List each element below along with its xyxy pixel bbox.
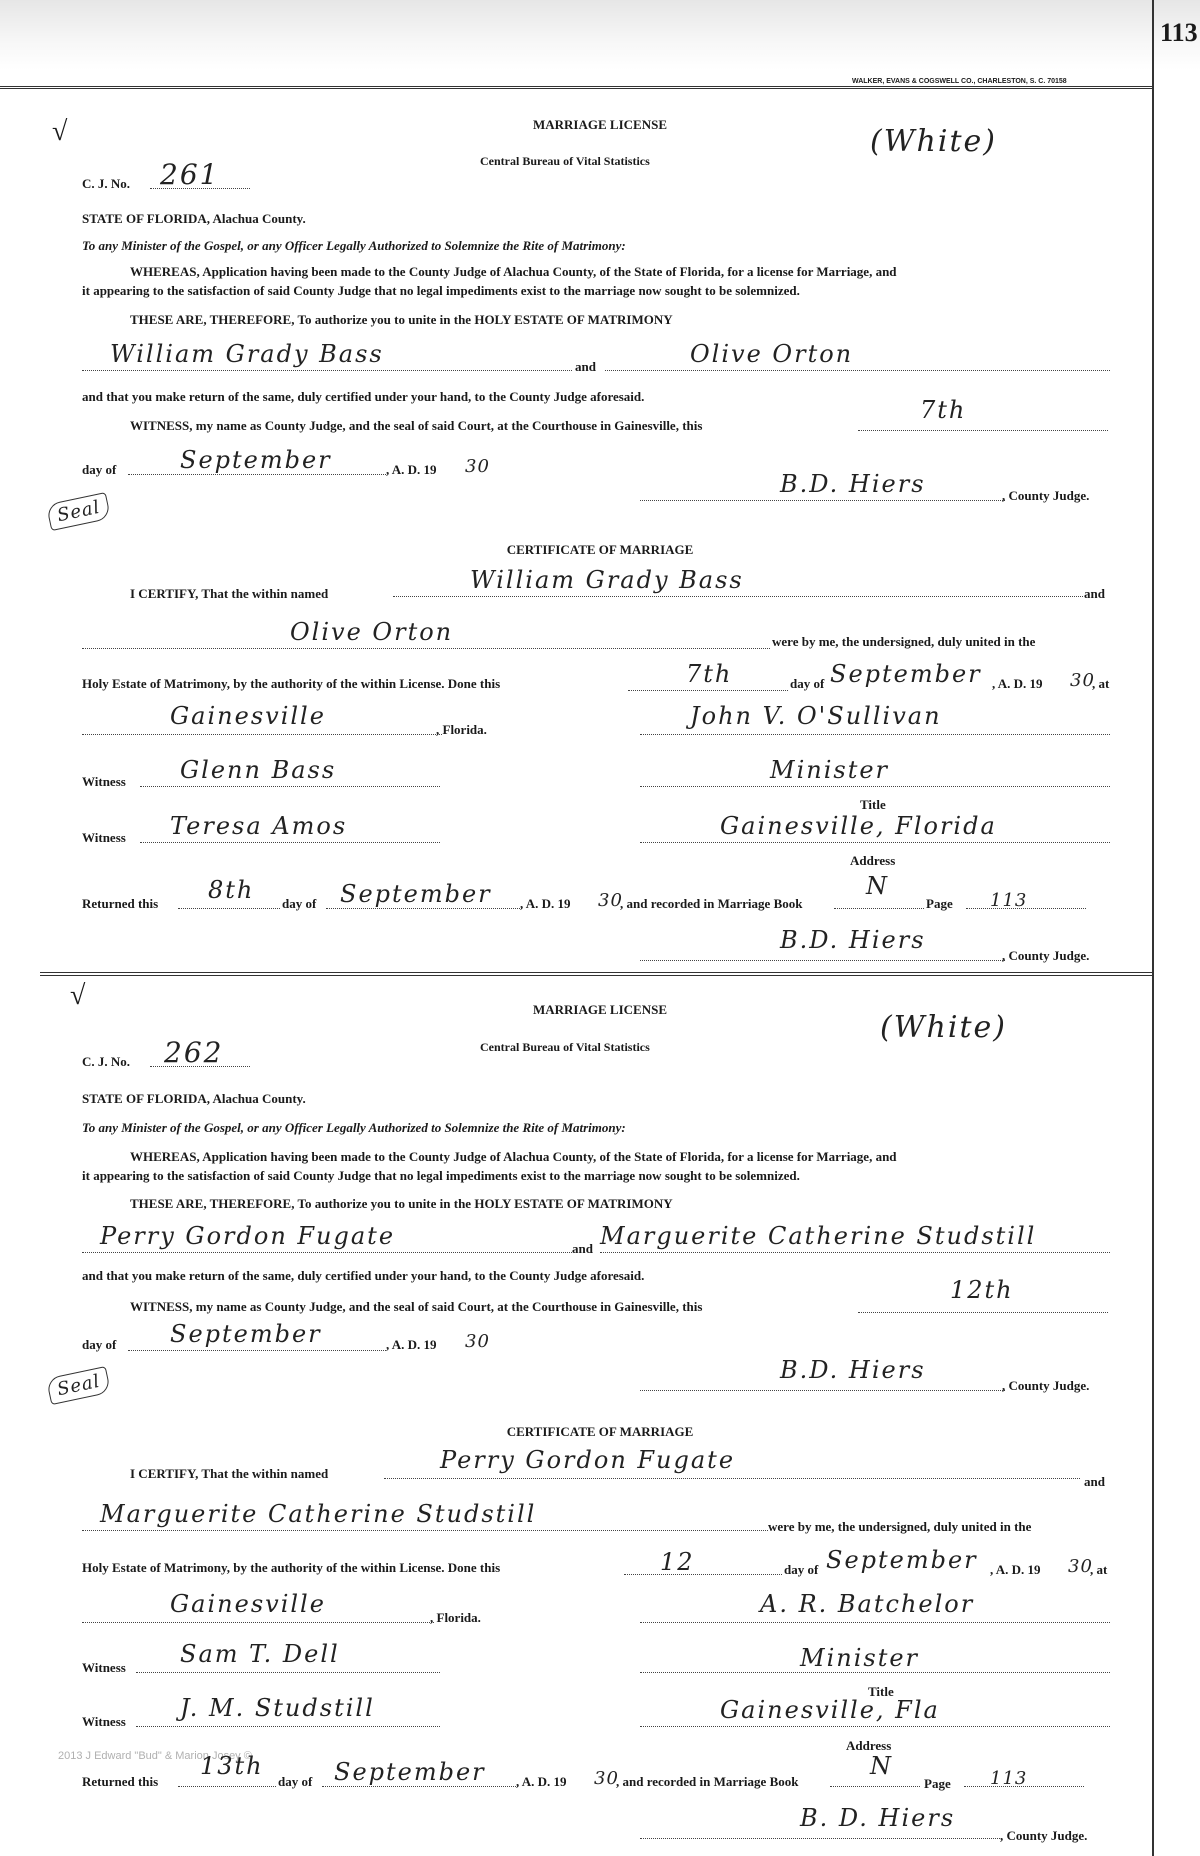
copyright-watermark: 2013 J Edward "Bud" & Marion Josey ©	[58, 1750, 252, 1762]
returned-ad: , A. D. 19	[520, 896, 571, 911]
tick-mark-2: √	[70, 980, 86, 1011]
witness-1-dots-2	[136, 1672, 440, 1673]
officiant-title-2: Minister	[800, 1644, 920, 1672]
returned-year-2: 30	[594, 1768, 619, 1789]
page-dots	[966, 908, 1086, 909]
cj-number: 261	[160, 158, 220, 191]
recorded-label: , and recorded in Marriage Book	[620, 896, 803, 911]
cert-day-dots-2	[624, 1574, 782, 1575]
witness-1-2: Sam T. Dell	[180, 1640, 340, 1668]
these-are-line: THESE ARE, THEREFORE, To authorize you to unite in the HOLY ESTATE OF MATRIMONY	[130, 312, 673, 327]
cj-number-2: 262	[164, 1036, 224, 1069]
seal-mark: Seal	[46, 492, 112, 531]
cert-judge-signature: B.D. Hiers	[780, 926, 926, 954]
license-month: September	[180, 446, 332, 474]
whereas-line-2-2: it appearing to the satisfaction of said County Judge that no legal impediments exist to the marriage now sought to be solemnized.	[82, 1168, 800, 1183]
cert-groom-dots	[393, 596, 1083, 597]
license-year-2: 30	[465, 1331, 490, 1352]
month-dots	[128, 474, 386, 475]
witness-2-dots-2	[136, 1726, 440, 1727]
license-bride: Olive Orton	[690, 340, 854, 368]
returned-label: Returned this	[82, 896, 159, 911]
witness-2-dots	[140, 842, 440, 843]
book-dots-2	[830, 1786, 920, 1787]
cert-month: September	[830, 660, 982, 688]
groom-dots-2	[82, 1252, 572, 1253]
return-line-2: and that you make return of the same, duly certified under your hand, to the County Judge aforesaid.	[82, 1268, 645, 1283]
return-line: and that you make return of the same, duly certified under your hand, to the County Judge aforesaid.	[82, 389, 645, 404]
officiant-title: Minister	[770, 756, 890, 784]
ad-label: , A. D. 19	[386, 462, 437, 477]
license-title: MARRIAGE LICENSE	[533, 117, 667, 132]
returned-day-dots-2	[178, 1786, 276, 1787]
address-label: Address	[850, 853, 896, 868]
license-groom-2: Perry Gordon Fugate	[100, 1222, 396, 1250]
returned-day: 8th	[208, 876, 255, 904]
holy-label: Holy Estate of Matrimony, by the authority of the within License. Done this	[82, 676, 501, 691]
witness-2-label: Witness	[82, 830, 126, 845]
these-are-line-2: THESE ARE, THEREFORE, To authorize you to unite in the HOLY ESTATE OF MATRIMONY	[130, 1196, 673, 1211]
address-label-2: Address	[846, 1738, 892, 1753]
returned-label-2: Returned this	[82, 1774, 159, 1789]
certificate-title-2: CERTIFICATE OF MARRIAGE	[506, 1424, 694, 1439]
certify-label: I CERTIFY, That the within named	[130, 586, 329, 601]
title-dots	[640, 786, 1110, 787]
bride-dots	[605, 370, 1110, 371]
cert-judge-signature-2: B. D. Hiers	[800, 1804, 956, 1832]
returned-year: 30	[598, 890, 623, 911]
cert-day: 7th	[686, 660, 733, 688]
cj-label-2: C. J. No.	[82, 1054, 131, 1069]
cert-judge-dots	[640, 960, 1005, 961]
florida-label-2: , Florida.	[430, 1610, 481, 1625]
cert-at-2: , at	[1090, 1562, 1108, 1577]
cert-ad-2: , A. D. 19	[990, 1562, 1041, 1577]
cert-at: , at	[1092, 676, 1110, 691]
right-border	[1152, 0, 1154, 1856]
day-dots-2	[858, 1312, 1108, 1313]
bureau-line: Central Bureau of Vital Statistics	[480, 154, 650, 168]
witness-2-2: J. M. Studstill	[180, 1694, 375, 1722]
returned-month: September	[340, 880, 492, 908]
cert-month-2: September	[826, 1546, 978, 1574]
bride-dots-2	[600, 1252, 1110, 1253]
county-judge-label: , County Judge.	[1002, 488, 1090, 503]
race-note-2: (White)	[880, 1010, 1007, 1045]
seal-mark-2: Seal	[46, 1366, 112, 1405]
license-groom: William Grady Bass	[110, 340, 384, 368]
judge-signature: B.D. Hiers	[780, 470, 926, 498]
address-dots	[640, 842, 1110, 843]
cert-day-of: day of	[790, 676, 825, 691]
cert-place-dots-2	[82, 1622, 434, 1623]
witness-2: Teresa Amos	[170, 812, 348, 840]
license-title-2: MARRIAGE LICENSE	[533, 1002, 667, 1017]
cert-and-label: and	[1084, 586, 1105, 601]
cert-and-label-2: and	[1084, 1474, 1105, 1489]
returned-month-2: September	[334, 1758, 486, 1786]
book-letter-2: N	[870, 1752, 893, 1780]
printer-line: WALKER, EVANS & COGSWELL CO., CHARLESTON, S. C. 70158	[852, 78, 1067, 85]
witness-1: Glenn Bass	[180, 756, 337, 784]
cert-bride-dots	[82, 648, 770, 649]
witness-1-label: Witness	[82, 774, 126, 789]
license-day: 7th	[920, 396, 967, 424]
cert-groom: William Grady Bass	[470, 566, 744, 594]
cert-bride-dots-2	[82, 1530, 768, 1531]
cert-groom-dots-2	[384, 1478, 1080, 1479]
cert-place: Gainesville	[170, 702, 326, 730]
cert-county-judge-2: , County Judge.	[1000, 1828, 1088, 1843]
witness-2-label-2: Witness	[82, 1714, 126, 1729]
whereas-line-2: it appearing to the satisfaction of said County Judge that no legal impediments exist to the marriage now sought to be solemnized.	[82, 283, 800, 298]
license-month-2: September	[170, 1320, 322, 1348]
cj-label: C. J. No.	[82, 176, 131, 191]
cert-year-2: 30	[1068, 1556, 1093, 1577]
judge-signature-2: B.D. Hiers	[780, 1356, 926, 1384]
officiant-dots-2	[640, 1622, 1110, 1623]
top-rule	[0, 86, 1154, 89]
license-bride-2: Marguerite Catherine Studstill	[600, 1222, 1037, 1250]
witness-1-dots	[140, 786, 440, 787]
returned-month-dots-2	[322, 1786, 518, 1787]
address-line-2: To any Minister of the Gospel, or any Officer Legally Authorized to Solemnize the Rite of Matrimony:	[82, 1120, 626, 1135]
state-line-2: STATE OF FLORIDA, Alachua County.	[82, 1091, 306, 1106]
title-label-2: Title	[868, 1684, 894, 1699]
book-dots	[834, 908, 924, 909]
judge-dots	[640, 500, 1005, 501]
cert-place-2: Gainesville	[170, 1590, 326, 1618]
returned-day-of-2: day of	[278, 1774, 313, 1789]
whereas-line-1: WHEREAS, Application having been made to the County Judge of Alachua County, of the State of Florida, for a license for Marriage, and	[130, 264, 897, 279]
license-day-2: 12th	[950, 1276, 1014, 1304]
page-corner-number: 113	[1160, 18, 1198, 47]
day-dots	[858, 430, 1108, 431]
cert-year: 30	[1070, 670, 1095, 691]
cert-groom-2: Perry Gordon Fugate	[440, 1446, 736, 1474]
cert-day-of-2: day of	[784, 1562, 819, 1577]
witness-1-label-2: Witness	[82, 1660, 126, 1675]
officiant-address-2: Gainesville, Fla	[720, 1696, 940, 1724]
returned-day-dots	[178, 908, 280, 909]
page-label: Page	[926, 896, 953, 911]
cert-day-dots	[628, 690, 788, 691]
certificate-title: CERTIFICATE OF MARRIAGE	[506, 542, 694, 557]
page-dots-2	[964, 1786, 1084, 1787]
cert-place-dots	[82, 734, 442, 735]
cert-ad: , A. D. 19	[992, 676, 1043, 691]
bureau-line-2: Central Bureau of Vital Statistics	[480, 1040, 650, 1054]
title-dots-2	[640, 1672, 1110, 1673]
officiant-signature: John V. O'Sullivan	[690, 702, 942, 730]
and-label-2: and	[572, 1241, 593, 1256]
florida-label: , Florida.	[436, 722, 487, 737]
witness-line-2: WITNESS, my name as County Judge, and the seal of said Court, at the Courthouse in Gainesville, this	[130, 1299, 703, 1314]
cert-judge-dots-2	[640, 1838, 1000, 1839]
record-divider	[40, 972, 1152, 976]
book-letter: N	[866, 872, 889, 900]
tick-mark: √	[52, 116, 68, 147]
officiant-address: Gainesville, Florida	[720, 812, 997, 840]
cj-dots	[150, 188, 250, 189]
ad-label-2: , A. D. 19	[386, 1337, 437, 1352]
returned-month-dots	[326, 908, 522, 909]
title-label: Title	[860, 797, 886, 812]
judge-dots-2	[640, 1390, 1005, 1391]
county-judge-label-2: , County Judge.	[1002, 1378, 1090, 1393]
day-of-label: day of	[82, 462, 117, 477]
book-page-2: 113	[990, 1768, 1028, 1789]
state-line: STATE OF FLORIDA, Alachua County.	[82, 211, 306, 226]
cj-dots-2	[150, 1066, 250, 1067]
book-page: 113	[990, 890, 1028, 911]
cert-day-2: 12	[660, 1548, 695, 1576]
holy-label-2: Holy Estate of Matrimony, by the authority of the within License. Done this	[82, 1560, 501, 1575]
license-year: 30	[465, 456, 490, 477]
united-label-2: were by me, the undersigned, duly united in the	[768, 1519, 1032, 1534]
certify-label-2: I CERTIFY, That the within named	[130, 1466, 329, 1481]
day-of-label-2: day of	[82, 1337, 117, 1352]
officiant-signature-2: A. R. Batchelor	[760, 1590, 975, 1618]
officiant-dots	[640, 734, 1110, 735]
address-line: To any Minister of the Gospel, or any Officer Legally Authorized to Solemnize the Rite of Matrimony:	[82, 238, 626, 253]
groom-dots	[82, 370, 572, 371]
united-label: were by me, the undersigned, duly united in the	[772, 634, 1036, 649]
month-dots-2	[128, 1350, 386, 1351]
witness-line: WITNESS, my name as County Judge, and the seal of said Court, at the Courthouse in Gainesville, this	[130, 418, 703, 433]
cert-bride-2: Marguerite Catherine Studstill	[100, 1500, 537, 1528]
top-scan-band	[0, 0, 1200, 70]
address-dots-2	[640, 1726, 1110, 1727]
and-label: and	[575, 359, 596, 374]
cert-county-judge: , County Judge.	[1002, 948, 1090, 963]
returned-day-2: 13th	[200, 1752, 264, 1780]
recorded-label-2: , and recorded in Marriage Book	[616, 1774, 799, 1789]
returned-day-of: day of	[282, 896, 317, 911]
returned-ad-2: , A. D. 19	[516, 1774, 567, 1789]
whereas-line-1-2: WHEREAS, Application having been made to the County Judge of Alachua County, of the State of Florida, for a license for Marriage, and	[130, 1149, 897, 1164]
page-label-2: Page	[924, 1776, 951, 1791]
cert-bride: Olive Orton	[290, 618, 454, 646]
race-note: (White)	[870, 124, 997, 159]
